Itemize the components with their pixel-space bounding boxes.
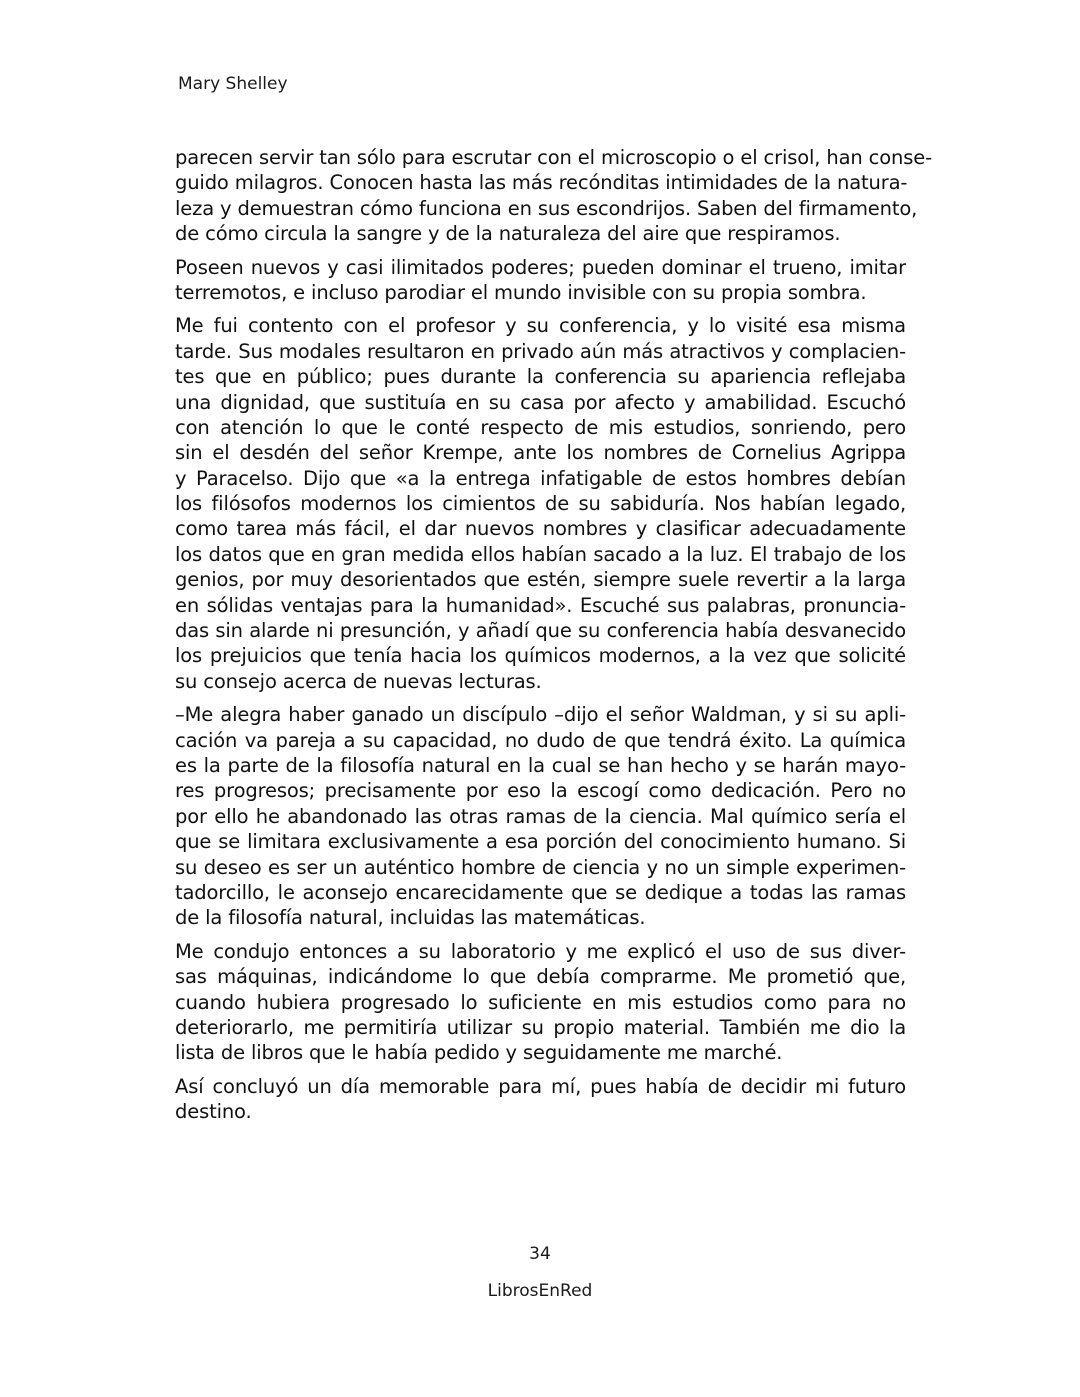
text-line: los datos que en gran medida ellos habían sacado a la luz. El trabajo de los xyxy=(175,542,906,566)
text-line: deteriorarlo, me permitiría utilizar su propio material. También me dio la xyxy=(175,1015,906,1039)
text-line: cuando hubiera progresado lo suficiente en mis estudios como para no xyxy=(175,990,906,1014)
text-line: terremotos, e incluso parodiar el mundo invisible con su propia sombra. xyxy=(175,280,867,304)
text-line: una dignidad, que sustituía en su casa por afecto y amabilidad. Escuchó xyxy=(175,390,906,414)
text-line: cación va pareja a su capacidad, no dudo de que tendrá éxito. La química xyxy=(175,728,906,752)
text-line: en sólidas ventajas para la humanidad». Escuché sus palabras, pronuncia- xyxy=(175,593,906,617)
text-line: y Paracelso. Dijo que «a la entrega infatigable de estos hombres debían xyxy=(175,466,906,490)
text-line: das sin alarde ni presunción, y añadí que su conferencia había desvanecido xyxy=(175,619,906,643)
text-line: de cómo circula la sangre y de la naturaleza del aire que respiramos. xyxy=(175,222,841,246)
text-line: guido milagros. Conocen hasta las más recónditas intimidades de la natura- xyxy=(175,171,908,195)
text-line: Así concluyó un día memorable para mí, pues había de decidir mi futuro xyxy=(175,1074,906,1098)
body-text xyxy=(175,145,932,1132)
text-line: de la filosofía natural, incluidas las matemáticas. xyxy=(175,906,646,930)
text-line: lista de libros que le había pedido y seguidamente me marché. xyxy=(175,1041,783,1065)
text-line: tes que en público; pues durante la conferencia su apariencia reflejaba xyxy=(175,365,906,389)
text-line: res progresos; precisamente por eso la escogí como dedicación. Pero no xyxy=(175,779,906,803)
page-number: 34 xyxy=(529,1244,551,1264)
text-line: genios, por muy desorientados que estén, siempre suele revertir a la larga xyxy=(175,568,906,592)
paragraph xyxy=(175,1074,906,1125)
text-line: los prejuicios que tenía hacia los químicos modernos, a la vez que solicité xyxy=(175,644,906,668)
running-head: Mary Shelley xyxy=(178,74,288,94)
paragraph xyxy=(175,702,906,931)
text-line: su deseo es ser un auténtico hombre de ciencia y no un simple experimen- xyxy=(175,855,906,879)
text-line: Me condujo entonces a su laboratorio y me explicó el uso de sus diver- xyxy=(175,939,906,963)
paragraph xyxy=(175,939,906,1066)
text-line: Poseen nuevos y casi ilimitados poderes; pueden dominar el trueno, imitar xyxy=(175,255,906,279)
text-line: sin el desdén del señor Krempe, ante los nombres de Cornelius Agrippa xyxy=(175,441,906,465)
text-line: tarde. Sus modales resultaron en privado aún más atractivos y complacien- xyxy=(175,339,906,363)
paragraph xyxy=(175,145,932,247)
text-line: leza y demuestran cómo funciona en sus escondrijos. Saben del firmamento, xyxy=(175,196,918,220)
text-line: que se limitara exclusivamente a esa porción del conocimiento humano. Si xyxy=(175,830,906,854)
text-line: como tarea más fácil, el dar nuevos nombres y clasificar adecuadamente xyxy=(175,517,906,541)
paragraph xyxy=(175,255,906,306)
publisher-name: LibrosEnRed xyxy=(487,1281,593,1301)
text-line: destino. xyxy=(175,1100,252,1124)
text-line: Me fui contento con el profesor y su conferencia, y lo visité esa misma xyxy=(175,314,906,338)
text-line: es la parte de la filosofía natural en la cual se han hecho y se harán mayo- xyxy=(175,753,906,777)
paragraph xyxy=(175,313,906,694)
text-line: su consejo acerca de nuevas lecturas. xyxy=(175,669,542,693)
text-line: parecen servir tan sólo para escrutar con el microscopio o el crisol, han conse- xyxy=(175,146,932,169)
text-line: los filósofos modernos los cimientos de su sabiduría. Nos habían legado, xyxy=(175,492,906,516)
text-line: sas máquinas, indicándome lo que debía comprarme. Me prometió que, xyxy=(175,965,906,989)
text-line: con atención lo que le conté respecto de mis estudios, sonriendo, pero xyxy=(175,415,906,439)
text-line: por ello he abandonado las otras ramas de la ciencia. Mal químico sería el xyxy=(175,804,906,828)
text-line: –Me alegra haber ganado un discípulo –dijo el señor Waldman, y si su apli- xyxy=(175,703,906,727)
text-line: tadorcillo, le aconsejo encarecidamente que se dedique a todas las ramas xyxy=(175,880,906,904)
